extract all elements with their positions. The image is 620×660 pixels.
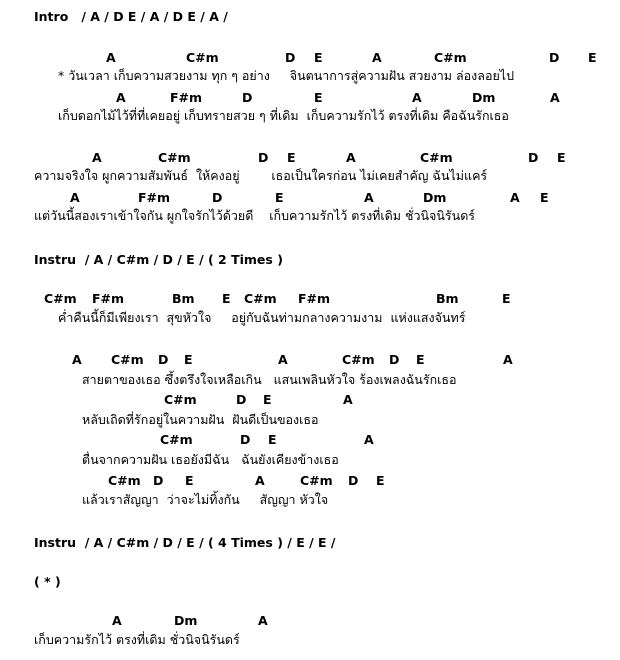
chord: Bm [436, 291, 459, 306]
chord: C#m [164, 392, 197, 407]
chord: C#m [244, 291, 277, 306]
chord: F#m [92, 291, 125, 306]
chord: A [510, 190, 520, 205]
chord: A [550, 90, 560, 105]
chord: A [343, 392, 353, 407]
chord: E [275, 190, 284, 205]
chord: A [364, 432, 374, 447]
chord: A [372, 50, 382, 65]
chord: C#m [186, 50, 219, 65]
lyric-line: แล้วเราสัญญา ว่าจะไม่ทิ้งกัน สัญญา หัวใจ [82, 492, 329, 507]
chord: D [242, 90, 253, 105]
chord: F#m [138, 190, 171, 205]
chord: Dm [174, 613, 198, 628]
instrumental-line: Instru / A / C#m / D / E / ( 4 Times ) / E / E / [34, 535, 336, 550]
chord: E [376, 473, 385, 488]
chord: E [184, 352, 193, 367]
chord: E [314, 50, 323, 65]
chord: E [557, 150, 566, 165]
chord: E [185, 473, 194, 488]
intro-line: Intro / A / D E / A / D E / A / [34, 9, 228, 24]
lyric-line: สายตาของเธอ ซึ้งตรึงใจเหลือเกิน แสนเพลินหัวใจ ร้องเพลงฉันรักเธอ [82, 372, 457, 387]
chord: E [416, 352, 425, 367]
chord: E [588, 50, 597, 65]
chord: A [255, 473, 265, 488]
chord: E [502, 291, 511, 306]
chord: D [240, 432, 251, 447]
chord: A [278, 352, 288, 367]
lyric-line: หลับเถิดที่รักอยู่ในความฝัน ฝันดีเป็นของเธอ [82, 412, 319, 427]
chord: C#m [160, 432, 193, 447]
chord: E [540, 190, 549, 205]
chord: A [503, 352, 513, 367]
chord: D [348, 473, 359, 488]
chord: C#m [158, 150, 191, 165]
chord: A [106, 50, 116, 65]
chord: C#m [108, 473, 141, 488]
chord: A [112, 613, 122, 628]
chord: Dm [423, 190, 447, 205]
chord: D [258, 150, 269, 165]
instrumental-line: Instru / A / C#m / D / E / ( 2 Times ) [34, 252, 283, 267]
lyric-line: เก็บดอกไม้ไว้ที่ที่เคยอยู่ เก็บทรายสวย ๆ ที่เดิม เก็บความรักไว้ ตรงที่เดิม คือฉันรักเธอ [58, 108, 509, 123]
chord: D [212, 190, 223, 205]
chord: E [222, 291, 231, 306]
chord: A [72, 352, 82, 367]
chord: D [153, 473, 164, 488]
chord: A [92, 150, 102, 165]
chord: Dm [472, 90, 496, 105]
lyric-line: ความจริงใจ ผูกความสัมพันธ์ ให้คงอยู่ เธอเป็นใครก่อน ไม่เคยสำคัญ ฉันไม่แคร์ [34, 168, 488, 183]
chord: C#m [111, 352, 144, 367]
chord: E [268, 432, 277, 447]
lyric-line: ค่ำคืนนี้ก็มีเพียงเรา สุขหัวใจ อยู่กับฉันท่ามกลางความงาม แห่งแสงจันทร์ [58, 310, 466, 325]
chord: C#m [420, 150, 453, 165]
chord: D [285, 50, 296, 65]
lyric-line: * วันเวลา เก็บความสวยงาม ทุก ๆ อย่าง จินตนาการสู่ความฝัน สวยงาม ล่องลอยไป [58, 68, 514, 83]
chord: F#m [298, 291, 331, 306]
chord: A [364, 190, 374, 205]
chord: D [389, 352, 400, 367]
chord: Bm [172, 291, 195, 306]
chord: C#m [342, 352, 375, 367]
chord: E [314, 90, 323, 105]
chord: C#m [300, 473, 333, 488]
lyric-line: เก็บความรักไว้ ตรงที่เดิม ชั่วนิจนิรันดร์ [34, 632, 240, 647]
chord: D [549, 50, 560, 65]
chord: D [236, 392, 247, 407]
chord: D [528, 150, 539, 165]
lyric-line: ตื่นจากความฝัน เธอยังมีฉัน ฉันยังเคียงข้างเธอ [82, 452, 339, 467]
chord: A [70, 190, 80, 205]
chord: A [346, 150, 356, 165]
repeat-marker: ( * ) [34, 574, 61, 589]
chord: C#m [44, 291, 77, 306]
chord: A [412, 90, 422, 105]
chord: E [263, 392, 272, 407]
chord: A [258, 613, 268, 628]
chord: C#m [434, 50, 467, 65]
chord: D [158, 352, 169, 367]
lyric-line: แต่วันนี้สองเราเข้าใจกัน ผูกใจรักไว้ด้วยดี เก็บความรักไว้ ตรงที่เดิม ชั่วนิจนิรันดร์ [34, 208, 476, 223]
chord: A [116, 90, 126, 105]
chord: E [287, 150, 296, 165]
chord: F#m [170, 90, 203, 105]
